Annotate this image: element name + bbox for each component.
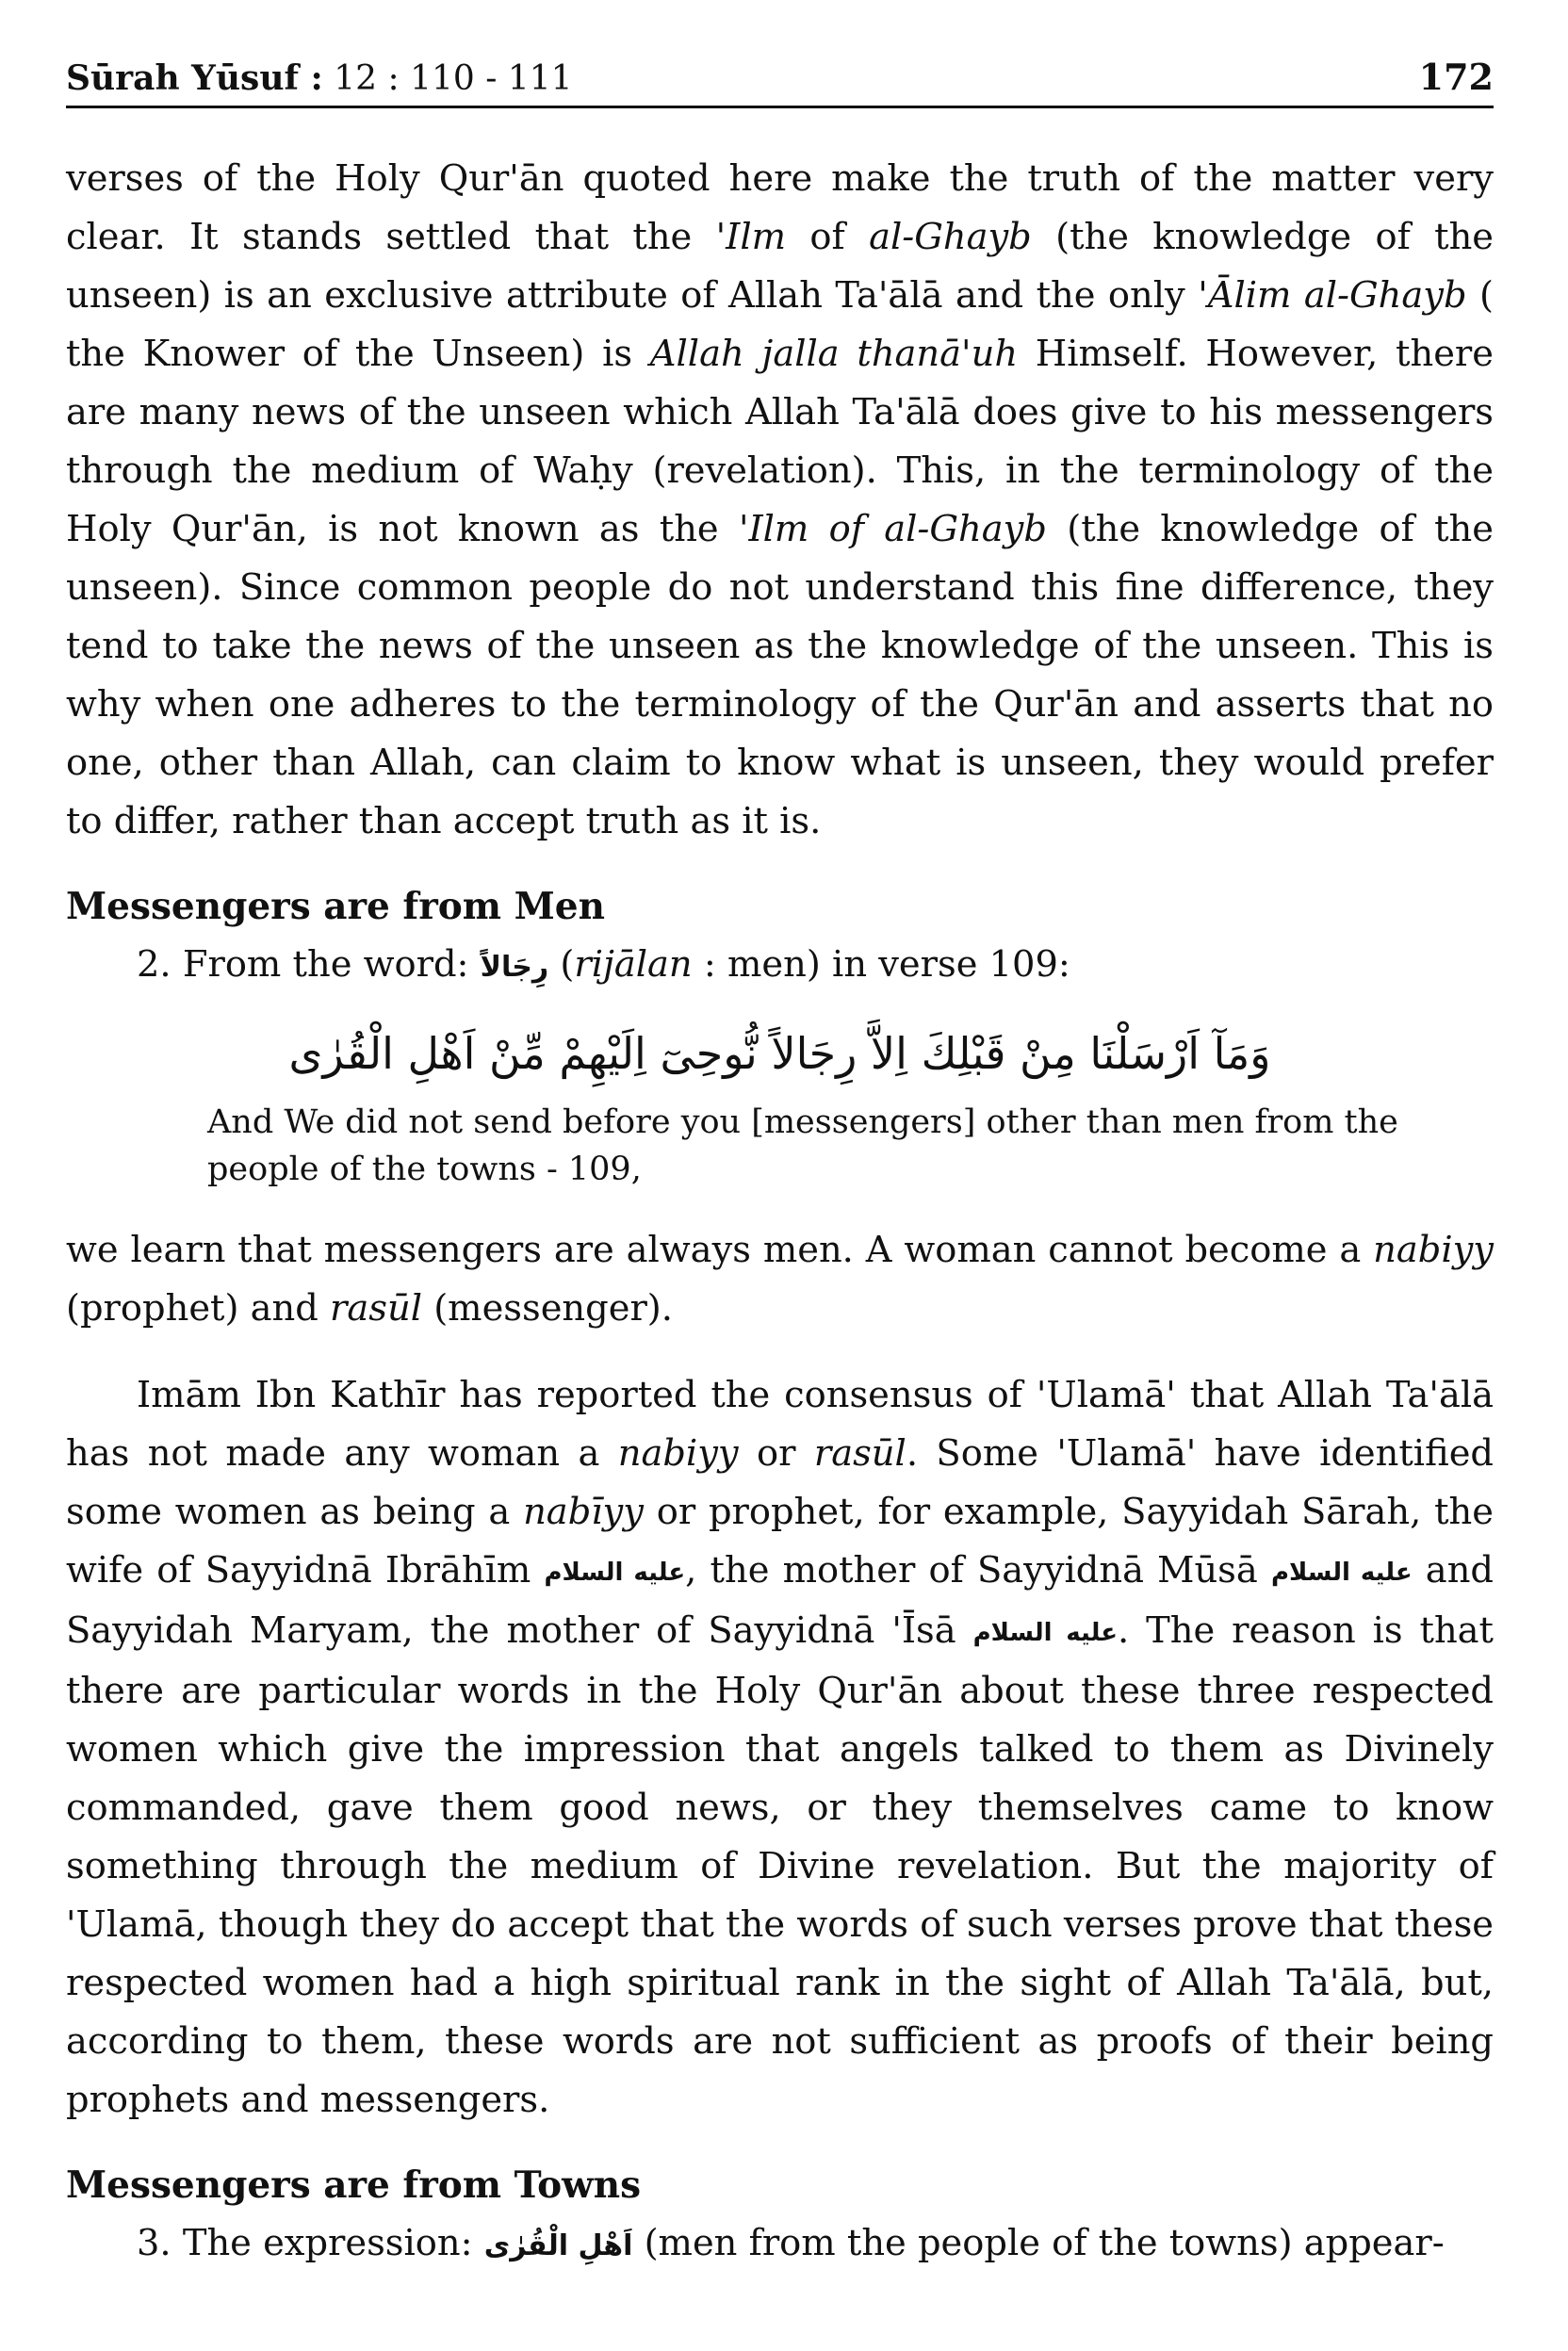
- page-number: 172: [1418, 56, 1494, 98]
- text-run: and Sayyidah Maryam, the mother of Sayyidnā 'Īsā: [66, 1549, 1494, 1652]
- text-run: 3. The expression:: [137, 2222, 484, 2264]
- salutation-glyph: عليه السلام: [544, 1559, 686, 1587]
- text-run: verses of the Holy Qur'ān quoted here make the truth of the matter very clear. It stands settled that the: [66, 157, 1494, 258]
- salutation-glyph: عليه السلام: [972, 1619, 1119, 1647]
- text-run: : men) in verse 109:: [692, 943, 1070, 986]
- book-page: [66, 47, 1494, 2276]
- italic-term: al-Ghayb: [869, 216, 1032, 258]
- paragraph-ilm-al-ghayb: [66, 150, 1494, 851]
- text-run: (: [548, 943, 575, 986]
- text-run: of: [786, 216, 870, 258]
- text-run: (the knowledge of the unseen). Since common people do not understand this fine difference, they tend to take the news of the unseen as the knowledge of the unseen. This is why when one adheres to the terminology of the Qur'ān and asserts that no one, other than Allah, can claim to know what is unseen, they would prefer to differ, rather than accept truth as it is.: [66, 508, 1494, 842]
- italic-term: 'Ālim al-Ghayb: [1198, 274, 1467, 317]
- text-run: , the mother of Sayyidnā Mūsā: [685, 1549, 1271, 1592]
- text-run: (men from the people of the towns) appear-: [632, 2222, 1445, 2264]
- text-run: (prophet) and: [66, 1287, 331, 1330]
- italic-term: 'Ilm: [715, 216, 787, 258]
- quranic-verse-arabic: وَمَآ اَرْسَلْنَا مِنْ قَبْلِكَ اِلاَّ رِجَالاً نُّوحِیٓ اِلَيْهِمْ مِّنْ اَهْلِ الْقُرٰی: [288, 1028, 1271, 1079]
- surah-name: Sūrah Yūsuf :: [66, 58, 323, 98]
- text-run: 2. From the word:: [137, 943, 481, 986]
- section-heading-men: Messengers are from Men: [66, 885, 605, 928]
- italic-term: nabīyy: [523, 1491, 644, 1533]
- arabic-word: اَهْلِ الْقُرٰی: [483, 2229, 633, 2262]
- paragraph-ibn-kathir: [66, 1366, 1494, 2130]
- arabic-word: رِجَالاً: [480, 951, 549, 984]
- text-run: (messenger).: [422, 1287, 673, 1330]
- paragraph-rijalan-lead: [66, 936, 1494, 997]
- text-run: Himself. However, there are many news of the unseen which Allah Ta'ālā does give to his messengers through the medium of Waḥy (revelation). This, in the terminology of the Holy Qur'ān, is not known as the: [66, 333, 1494, 550]
- italic-term: Allah jalla thanā'uh: [649, 333, 1019, 375]
- text-run: Imām Ibn Kathīr has reported the consensus of 'Ulamā' that Allah Ta'ālā has not made any woman a: [66, 1374, 1494, 1475]
- italic-term: rasūl: [330, 1287, 422, 1330]
- italic-term: rasūl: [813, 1432, 906, 1475]
- text-run: ( the Knower of the Unseen) is: [66, 274, 1494, 375]
- text-run: or: [738, 1432, 814, 1475]
- running-head-title: [66, 58, 573, 98]
- paragraph-messengers-men: [66, 1221, 1494, 1338]
- section-heading-towns: Messengers are from Towns: [66, 2163, 642, 2207]
- text-run: . Some 'Ulamā' have identified some women as being a: [66, 1432, 1494, 1533]
- body-text: [66, 150, 1494, 2276]
- text-run: . The reason is that there are particular words in the Holy Qur'ān about these three respected women which give the impression that angels talked to them as Divinely commanded, gave them good news, or they themselves came to know something through the medium of Divine revelation. But the majority of 'Ulamā, though they do accept that the words of such verses prove that these respected women had a high spiritual rank in the sight of Allah Ta'ālā, but, according to them, these words are not sufficient as proofs of their being prophets and messengers.: [66, 1609, 1494, 2121]
- italic-term: 'Ilm of al-Ghayb: [738, 508, 1047, 550]
- salutation-glyph: عليه السلام: [1270, 1559, 1413, 1587]
- text-run: (the knowledge of the unseen) is an exclusive attribute of Allah Ta'ālā and the only: [66, 216, 1494, 317]
- text-run: we learn that messengers are always men. A woman cannot become a: [66, 1229, 1374, 1271]
- running-head: [66, 47, 1494, 108]
- italic-term: rijālan: [574, 943, 693, 986]
- italic-term: nabiyy: [1373, 1229, 1494, 1271]
- italic-term: nabiyy: [617, 1432, 739, 1475]
- verse-translation: And We did not send before you [messengers] other than men from the people of the towns - 109,: [207, 1103, 1398, 1188]
- verse-reference: 12 : 110 - 111: [334, 59, 573, 98]
- paragraph-towns-lead: [66, 2214, 1494, 2276]
- text-run: or prophet, for example, Sayyidah Sārah, the wife of Sayyidnā Ibrāhīm: [66, 1491, 1494, 1592]
